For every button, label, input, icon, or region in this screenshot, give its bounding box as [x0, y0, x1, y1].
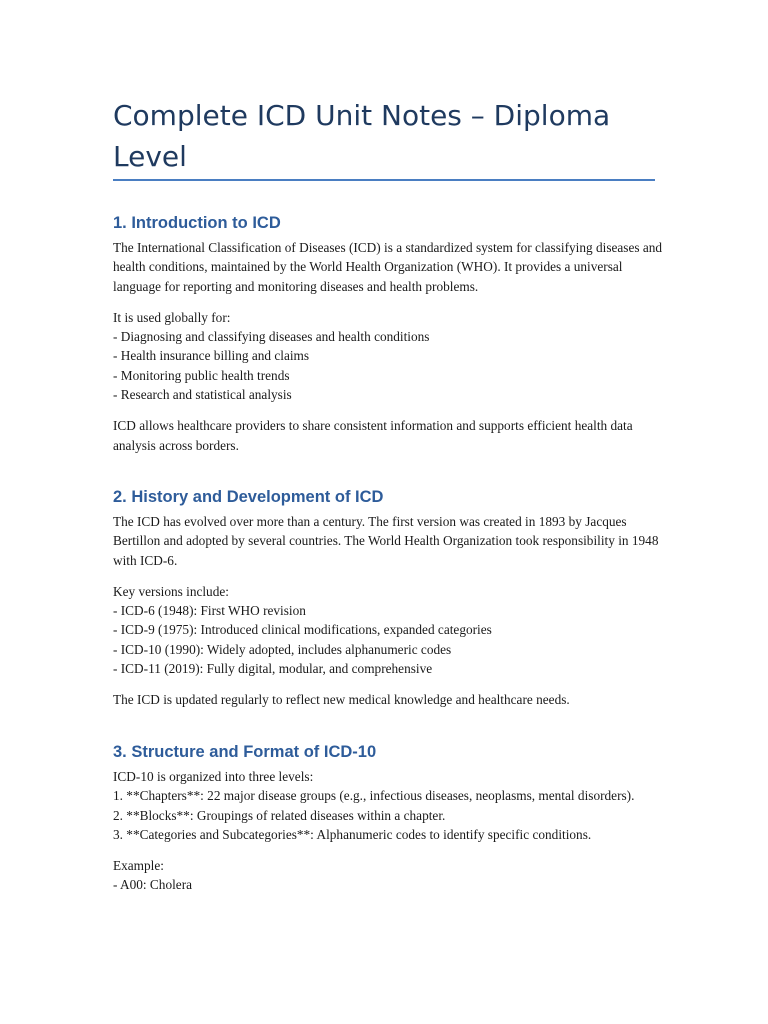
section-heading: 1. Introduction to ICD [113, 214, 281, 232]
intro-paragraph: The International Classification of Diseases (ICD) is a standardized system for classifying diseases and health conditions, maintained by the World Health Organization (WHO). It provides a universal language for reporting and monitoring diseases and health problems. [113, 240, 663, 294]
document-title: Complete ICD Unit Notes – Diploma Level [113, 99, 611, 173]
section-structure [113, 741, 673, 907]
uses-list: It is used globally for: - Diagnosing and classifying diseases and health conditions - Health insurance billing and claims - Monitoring public health trends - Research and statistical analysis [113, 309, 430, 403]
intro-conclusion: ICD allows healthcare providers to share consistent information and supports efficient health data analysis across borders. [113, 418, 633, 453]
history-conclusion: The ICD is updated regularly to reflect new medical knowledge and healthcare needs. [113, 692, 570, 708]
example-list: Example: - A00: Cholera [113, 858, 193, 893]
section-introduction [113, 212, 673, 467]
history-paragraph: The ICD has evolved over more than a century. The first version was created in 1893 by Jacques Bertillon and adopted by several countries. The World Health Organization took responsibility in 1948 with ICD-6. [113, 514, 659, 568]
title-underline [113, 179, 655, 181]
levels-list: ICD-10 is organized into three levels: 1. **Chapters**: 22 major disease groups (e.g., infectious diseases, neoplasms, mental disorders). 2. **Blocks**: Groupings of related diseases within a chapter. 3. **Categories and Subcategories**: Alphanumeric codes to identify specific conditions. [113, 769, 635, 842]
versions-list: Key versions include: - ICD-6 (1948): First WHO revision - ICD-9 (1975): Introduced clinical modifications, expanded categories - ICD-10 (1990): Widely adopted, includes alphanumeric codes - ICD-11 (2019): Fully digital, modular, and comprehensive [113, 583, 492, 677]
section-heading: 2. History and Development of ICD [113, 488, 384, 506]
section-history [113, 486, 673, 722]
section-heading: 3. Structure and Format of ICD-10 [113, 743, 377, 761]
